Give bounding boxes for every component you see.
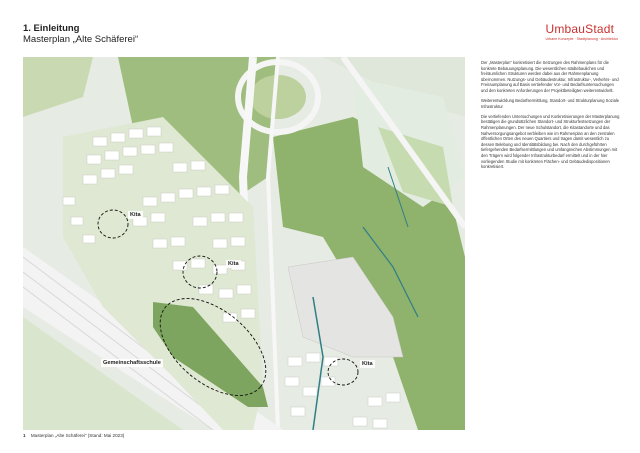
kita-label-2: Kita	[228, 261, 239, 267]
section-subtitle: Masterplan „Alte Schäferei“	[23, 34, 139, 45]
sidebar-text	[481, 60, 621, 174]
page-heading	[23, 23, 138, 45]
figure-caption	[23, 433, 124, 438]
kita-label-3: Kita	[362, 361, 373, 367]
figure-caption-text: Masterplan „Alte Schäferei“ (Stand: Mai 2023)	[30, 433, 125, 438]
section-title: 1. Einleitung	[23, 23, 80, 34]
logo-brand: UmbauStadt	[545, 22, 615, 36]
masterplan-map	[23, 57, 465, 430]
figure-number: 1	[23, 433, 26, 438]
school-label: Gemeinschaftsschule	[103, 360, 161, 366]
logo-tagline: Urbane Konzepte · Stadtplanung · Architektur	[545, 37, 618, 41]
company-logo	[545, 22, 618, 41]
paragraph: Der „Masterplan“ konkretisiert die Setzungen des Rahmenplans für die konkrete Bebauungsplanung. Die wesentlichen städtebaulichen und freiräumlichen Strukturen werden dabei aus der Rahmenplanung übernommen. Nutzungs- und Gebäudestruktur, Infrastruktur-, Verkehrs- und Freiraumplanung auf Basis vertiefender Vor- und Bedarfsuntersuchungen und den konkreten Anforderungen der Projektbeteiligten weiterentwickelt.	[481, 60, 619, 93]
kita-label-1: Kita	[130, 212, 141, 218]
paragraph: Die vertiefenden Untersuchungen und Konkretisierungen der Masterplanung bestätigen die grundsätzlichen Standort- und Strukturfestsetzungen der Rahmenplanungen. Der neue Schulstandort, die Kitastandorte und das Nahversorgungsangebot verbleiben wie im Rahmenplan an den zentralen öffentlichen Orten des neuen Quartiers und tragen damit wesentlich zu dessen Belebung und Identitätsbildung bei. Nach den durchgeführten tiefergehenden Bedarfsermittlungen und umfangreichen Abstimmungen mit den Trägern wird folgender Infrastrukturbedarf ermittelt und in der hier vorliegenden Studie mit konkreten Flächen- und Gebäudedispositionen konkretisiert.	[481, 113, 620, 170]
masterplan-drawing	[23, 57, 465, 430]
interchange-green	[250, 75, 306, 119]
paragraph: Weiterentwicklung Bedarfsermittlung, Standort- und Strukturplanung Soziale Infrastruktur	[481, 98, 620, 109]
